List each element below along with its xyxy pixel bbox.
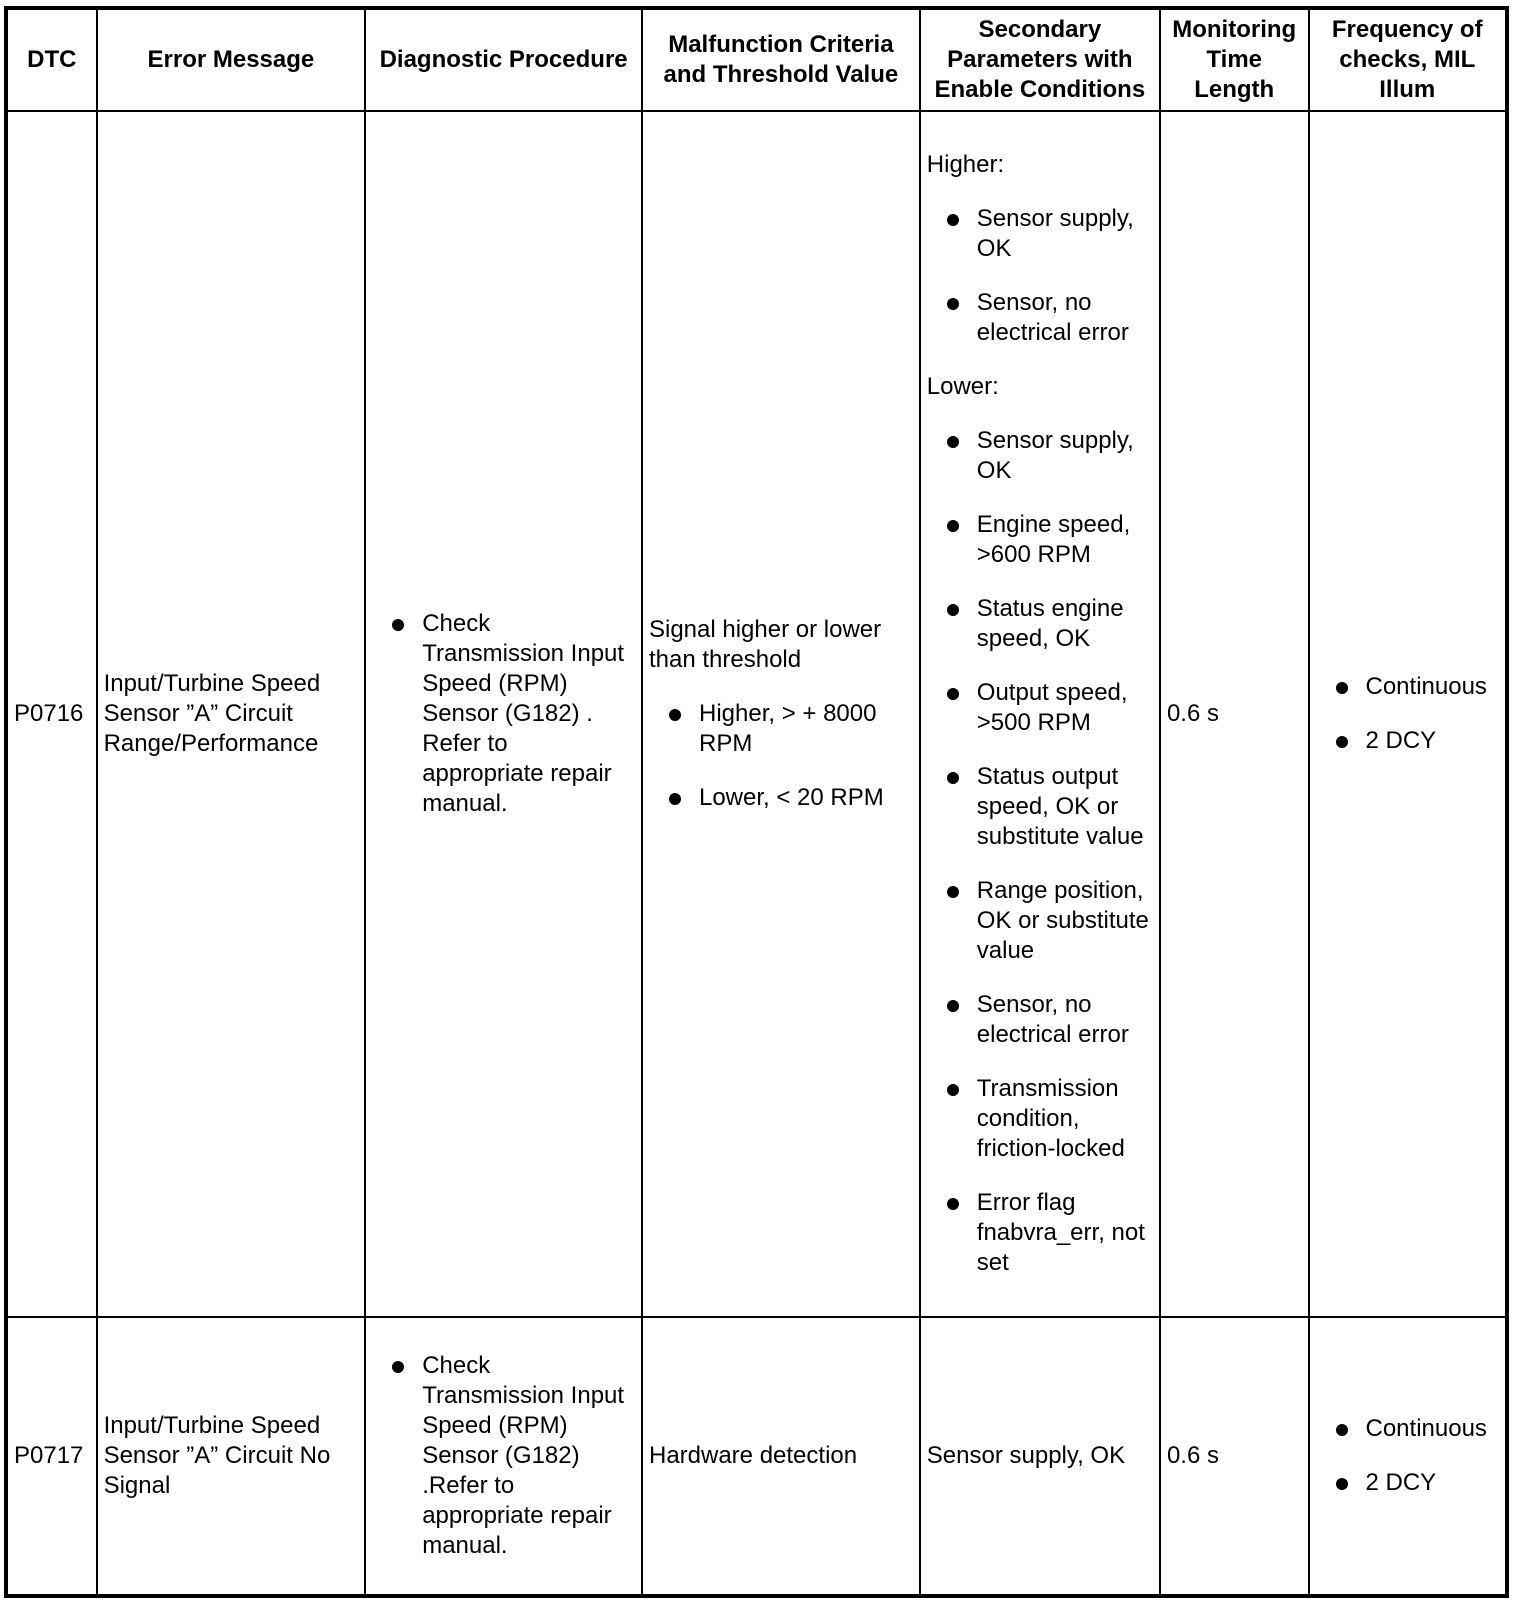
header-dtc: DTC [6, 8, 97, 111]
monitoring-time-cell: 0.6 s [1160, 111, 1309, 1317]
list-item: Lower, < 20 RPM [649, 783, 913, 813]
diagnostic-procedure-cell [365, 1317, 642, 1596]
header-monitoring-time: Monitoring Time Length [1160, 8, 1309, 111]
header-malfunction-criteria: Malfunction Criteria and Threshold Value [642, 8, 920, 111]
lower-label: Lower: [926, 373, 999, 400]
lower-group [927, 372, 1153, 1278]
dtc-code-cell: P0716 [6, 111, 97, 1317]
header-secondary-parameters: Secondary Parameters with Enable Conditions [920, 8, 1160, 111]
header-frequency: Frequency of checks, MIL Illum [1309, 8, 1508, 111]
diagnostic-procedure-cell [365, 111, 642, 1317]
dtc-table-container [4, 6, 1509, 1598]
table-header [6, 8, 1507, 111]
header-diagnostic-procedure: Diagnostic Procedure [365, 8, 642, 111]
header-error-message: Error Message [97, 8, 366, 111]
error-message-cell: Input/Turbine Speed Sensor ”A” Circuit No Signal [97, 1317, 366, 1596]
secondary-parameters-cell: Sensor supply, OK [920, 1317, 1160, 1596]
higher-list [927, 204, 1153, 348]
higher-group [927, 150, 1153, 348]
list-item: Sensor supply, OK [927, 426, 1153, 486]
list-item: Continuous [1316, 672, 1500, 702]
lower-list [927, 426, 1153, 1278]
table-row [6, 111, 1507, 1317]
malfunction-list [649, 699, 913, 813]
list-item: Check Transmission Input Speed (RPM) Sensor (G182) .Refer to appropriate repair manual. [372, 1351, 635, 1561]
diagnostic-procedure-list [372, 609, 635, 819]
list-item: Check Transmission Input Speed (RPM) Sensor (G182) . Refer to appropriate repair manual. [372, 609, 635, 819]
list-item: Transmission condition, friction-locked [927, 1074, 1153, 1164]
secondary-parameters-cell [920, 111, 1160, 1317]
dtc-table [4, 6, 1509, 1598]
list-item: Range position, OK or substitute value [927, 876, 1153, 966]
list-item: 2 DCY [1316, 726, 1500, 756]
malfunction-criteria-cell [642, 111, 920, 1317]
list-item: Sensor, no electrical error [927, 288, 1153, 348]
list-item: 2 DCY [1316, 1468, 1500, 1498]
list-item: Sensor, no electrical error [927, 990, 1153, 1050]
list-item: Higher, > + 8000 RPM [649, 699, 913, 759]
frequency-cell [1309, 1317, 1508, 1596]
list-item: Status output speed, OK or substitute value [927, 762, 1153, 852]
frequency-list [1316, 1414, 1500, 1498]
monitoring-time-cell: 0.6 s [1160, 1317, 1309, 1596]
table-row [6, 1317, 1507, 1596]
list-item: Error flag fnabvra_err, not set [927, 1188, 1153, 1278]
error-message-cell: Input/Turbine Speed Sensor ”A” Circuit Range/Performance [97, 111, 366, 1317]
higher-label: Higher: [926, 151, 1005, 178]
list-item: Engine speed, >600 RPM [927, 510, 1153, 570]
dtc-code-cell: P0717 [6, 1317, 97, 1596]
list-item: Continuous [1316, 1414, 1500, 1444]
frequency-cell [1309, 111, 1508, 1317]
malfunction-text: Signal higher or lower than threshold [648, 616, 882, 673]
malfunction-criteria-cell: Hardware detection [642, 1317, 920, 1596]
list-item: Status engine speed, OK [927, 594, 1153, 654]
header-row [6, 8, 1507, 111]
frequency-list [1316, 672, 1500, 756]
list-item: Sensor supply, OK [927, 204, 1153, 264]
diagnostic-procedure-list [372, 1351, 635, 1561]
list-item: Output speed, >500 RPM [927, 678, 1153, 738]
